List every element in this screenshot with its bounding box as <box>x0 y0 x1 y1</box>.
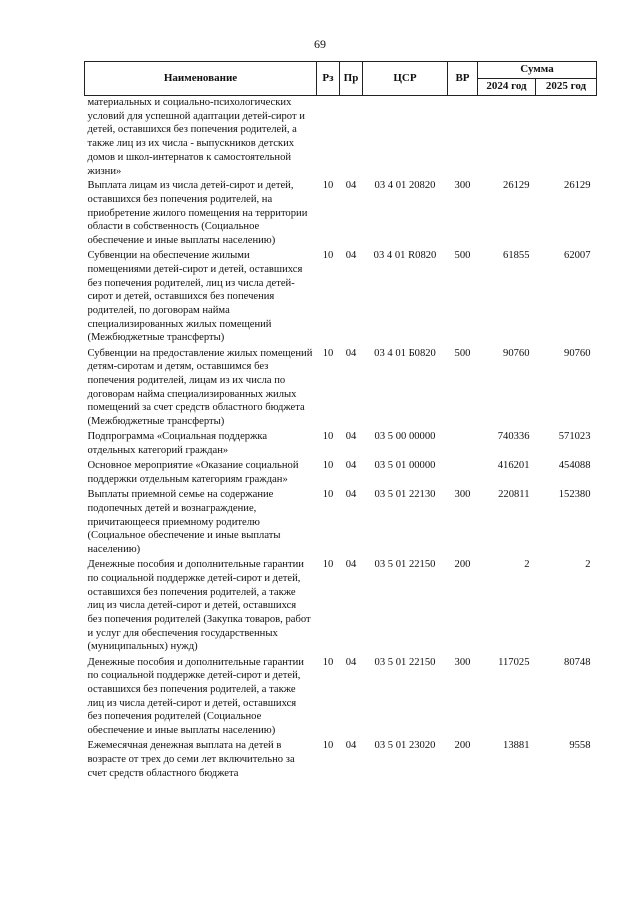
header-name: Наименование <box>85 62 317 96</box>
cell-vr: 300 <box>454 489 471 501</box>
cell-rz: 10 <box>322 740 334 752</box>
cell-2024: 13881 <box>503 740 530 752</box>
cell-csr: 03 4 01 Б0820 <box>374 347 436 359</box>
cell-2024: 61855 <box>503 250 530 262</box>
cell-2025: 571023 <box>558 431 591 443</box>
cell-csr: 03 5 01 22150 <box>374 559 436 571</box>
cell-2024: 416201 <box>497 460 530 472</box>
header-2025: 2025 год <box>536 79 597 96</box>
cell-rz: 10 <box>322 460 334 472</box>
cell-name: Субвенции на предоставление жилых помещений детям-сиротам и детям, оставшимся без попечения родителей, лицам из их числа по договорам найма специализированных жилых помещений за счет средств областного бюджета (Межбюджетные трансферты) <box>87 347 313 428</box>
cell-2025: 152380 <box>558 489 591 501</box>
cell-vr <box>448 459 478 488</box>
cell-csr: 03 5 01 22150 <box>374 656 436 668</box>
cell-vr: 500 <box>454 250 471 262</box>
cell-name: Субвенции на обеспечение жилыми помещениями детей-сирот и детей, оставшихся без попечения родителей, лиц из числа детей-сирот и детей, оставшихся без попечения родителей, по договорам найма специализированных жилых помещений (Межбюджетные трансферты) <box>87 250 303 344</box>
header-csr: ЦСР <box>363 62 448 96</box>
cell-name: Подпрограмма «Социальная поддержка отдельных категорий граждан» <box>87 431 268 457</box>
cell-2025: 62007 <box>564 250 591 262</box>
cell-2025: 90760 <box>564 347 591 359</box>
table-row <box>85 249 597 346</box>
cell-csr: 03 4 01 R0820 <box>373 250 437 262</box>
table-header <box>85 62 597 96</box>
budget-table <box>84 61 597 782</box>
cell-csr: 03 4 01 20820 <box>374 180 436 192</box>
cell-name: Основное мероприятие «Оказание социальной поддержки отдельным категориям граждан» <box>87 460 299 485</box>
header-vr: ВР <box>448 62 478 96</box>
table-row <box>85 656 597 740</box>
cell-pr: 04 <box>345 431 357 443</box>
cell-pr: 04 <box>345 489 357 501</box>
cell-csr: 03 5 01 23020 <box>374 740 436 752</box>
header-sum: Сумма <box>478 62 597 79</box>
header-pr: Пр <box>340 62 363 96</box>
cell-2024: 26129 <box>503 180 530 192</box>
cell-pr: 04 <box>345 250 357 262</box>
header-2024: 2024 год <box>478 79 536 96</box>
cell-2024: 90760 <box>503 347 530 359</box>
cell-name: Выплаты приемной семье на содержание подопечных детей и вознаграждение, причитающееся приемному родителю (Социальное обеспечение и иные выплаты населению) <box>87 489 281 555</box>
cell-rz: 10 <box>322 431 334 443</box>
cell-csr: 03 5 01 00000 <box>374 460 436 472</box>
table-row <box>85 739 597 782</box>
cell-vr: 200 <box>454 559 471 571</box>
cell-2024: 117025 <box>498 656 530 668</box>
cell-2025: 454088 <box>558 460 591 472</box>
cell-rz: 10 <box>322 180 334 192</box>
table-row <box>85 430 597 459</box>
page-number: 69 <box>314 37 326 51</box>
cell-2025: 80748 <box>564 656 591 668</box>
table-row <box>85 488 597 558</box>
table-row <box>85 459 597 488</box>
table-row <box>85 179 597 249</box>
cell-pr: 04 <box>345 347 357 359</box>
cell-rz: 10 <box>322 347 334 359</box>
cell-2024: 2 <box>524 559 530 571</box>
cell-name: Денежные пособия и дополнительные гарантии по социальной поддержке детей-сирот и детей, оставшихся без попечения родителей, а также лиц из числа детей-сирот и детей, оставшихся без попечения родителей (Закупка товаров, работ и услуг для обеспечения государственных (муниципальных) нужд) <box>87 559 311 653</box>
cell-pr: 04 <box>345 656 357 668</box>
cell-vr: 200 <box>454 740 471 752</box>
cell-pr: 04 <box>345 180 357 192</box>
cell-name: Выплата лицам из числа детей-сирот и детей, оставшихся без попечения родителей, на приобретение жилого помещения на территории области в собственность (Социальное обеспечение и иные выплаты населению) <box>87 180 308 247</box>
cell-pr: 04 <box>345 559 357 571</box>
cell-csr: 03 5 01 22130 <box>374 489 436 501</box>
cell-vr: 500 <box>454 347 471 359</box>
cell-name: Ежемесячная денежная выплата на детей в возрасте от трех до семи лет включительно за счет средств областного бюджета <box>87 740 295 779</box>
table-body <box>85 96 597 782</box>
cell-2025: 26129 <box>564 180 591 192</box>
continuation-row <box>85 96 597 180</box>
cell-rz: 10 <box>322 250 334 262</box>
cell-2024: 740336 <box>497 431 530 443</box>
continuation-text: материальных и социально-психологических условий для успешной адаптации детей-сирот и детей, оставшихся без попечения родителей, а также лиц из их числа - выпускников детских домов и школ-интернатов к самостоятельной жизни» <box>87 97 305 177</box>
cell-2024: 220811 <box>498 489 530 501</box>
cell-2025: 2 <box>585 559 591 571</box>
cell-2025: 9558 <box>569 740 591 752</box>
cell-pr: 04 <box>345 740 357 752</box>
header-rz: Рз <box>317 62 340 96</box>
cell-rz: 10 <box>322 559 334 571</box>
table-row <box>85 558 597 655</box>
cell-vr: 300 <box>454 656 471 668</box>
cell-name: Денежные пособия и дополнительные гарантии по социальной поддержке детей-сирот и детей, оставшихся без попечения родителей, а также лиц из числа детей-сирот и детей, оставшихся без попечения родителей (Социальное обеспечение и иные выплаты населению) <box>87 656 304 737</box>
cell-rz: 10 <box>322 489 334 501</box>
cell-pr: 04 <box>345 460 357 472</box>
cell-rz: 10 <box>322 656 334 668</box>
cell-vr <box>448 430 478 459</box>
table-row <box>85 347 597 431</box>
cell-csr: 03 5 00 00000 <box>374 431 436 443</box>
cell-vr: 300 <box>454 180 471 192</box>
